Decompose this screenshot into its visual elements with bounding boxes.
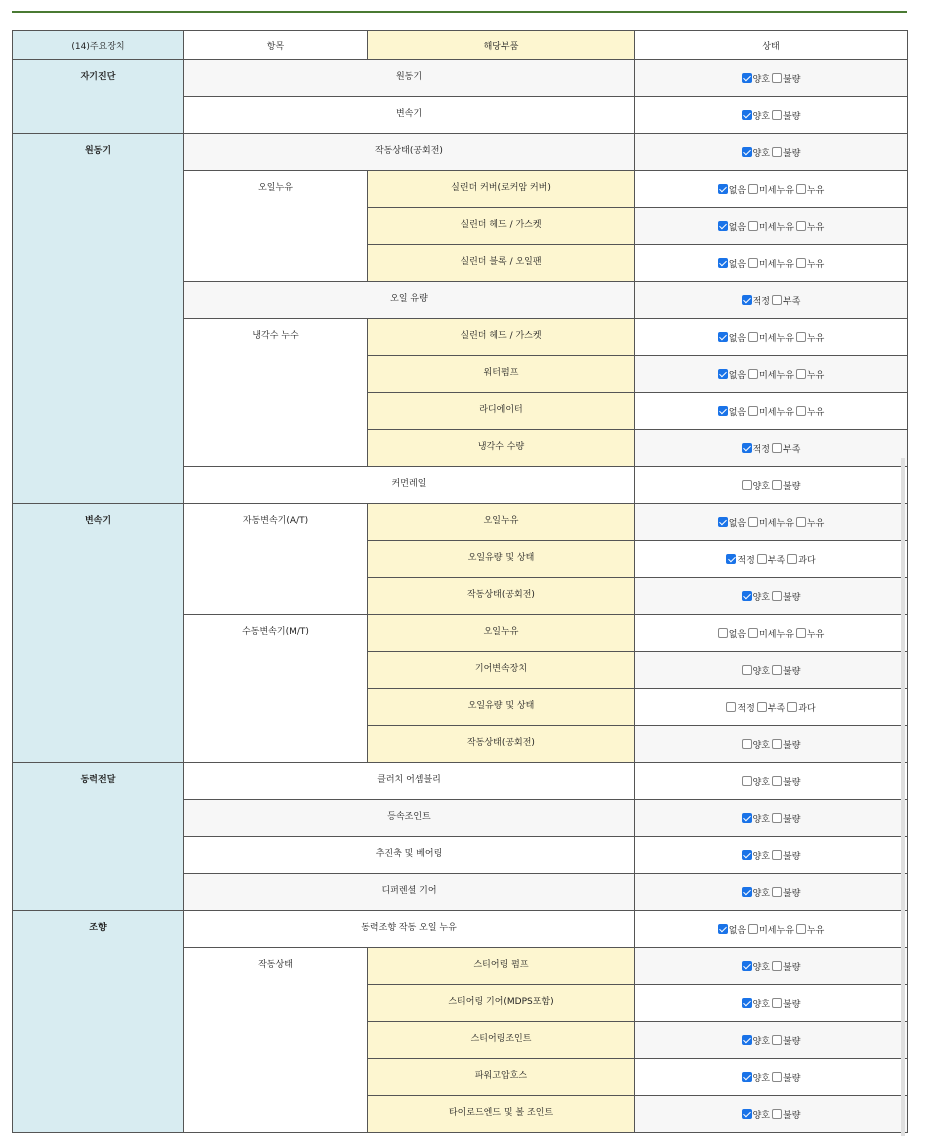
option-label: 불량 [783,777,801,788]
checkbox-checked[interactable] [718,258,728,268]
checkbox-unchecked[interactable] [796,924,806,934]
option-label: 양호 [752,74,770,85]
checkbox-unchecked[interactable] [748,517,758,527]
status-cell [635,652,908,689]
category-cell: 자기진단 [13,60,184,134]
option-label: 양호 [752,740,770,751]
part-cell: 파워고압호스 [368,1059,635,1096]
option-label: 없음 [728,185,747,196]
checkbox-unchecked[interactable] [748,924,758,934]
table-row [13,763,908,800]
checkbox-unchecked[interactable] [748,258,758,268]
table-body [13,60,908,1133]
option-label: 없음 [728,518,747,529]
part-cell: 실린더 헤드 / 가스켓 [368,208,635,245]
option-label: 불량 [783,851,801,862]
checkbox-checked[interactable] [718,924,728,934]
inspection-table [12,30,908,1133]
checkbox-checked[interactable] [742,887,752,897]
part-cell: 실린더 헤드 / 가스켓 [368,319,635,356]
option-label: 없음 [728,407,747,418]
checkbox-unchecked[interactable] [772,887,782,897]
checkbox-checked[interactable] [742,1072,752,1082]
checkbox-unchecked[interactable] [748,221,758,231]
table-row [13,911,908,948]
option-label: 없음 [728,629,747,640]
option-label: 불량 [783,888,801,899]
option-label: 양호 [752,999,770,1010]
status-cell [635,282,908,319]
part-cell: 오일누유 [368,615,635,652]
header-status: 상태 [635,31,908,60]
category-cell: 변속기 [13,504,184,763]
option-label: 불량 [783,148,801,159]
status-cell [635,763,908,800]
option-label: 양호 [752,1073,770,1084]
part-cell: 오일유량 및 상태 [368,541,635,578]
option-label: 적정 [752,296,770,307]
checkbox-unchecked[interactable] [742,739,752,749]
option-label: 미세누유 [759,222,794,233]
option-label: 부족 [767,703,786,714]
item-cell: 오일 유량 [184,282,635,319]
checkbox-checked[interactable] [742,1109,752,1119]
table-row [13,134,908,171]
option-label: 미세누유 [759,629,794,640]
scrollbar[interactable] [901,458,905,1136]
checkbox-checked[interactable] [718,221,728,231]
checkbox-unchecked[interactable] [726,702,736,712]
category-cell: 동력전달 [13,763,184,911]
checkbox-checked[interactable] [742,1035,752,1045]
option-label: 누유 [806,407,825,418]
item-cell: 등속조인트 [184,800,635,837]
part-cell: 타이로드엔드 및 볼 조인트 [368,1096,635,1133]
checkbox-checked[interactable] [718,184,728,194]
status-cell [635,60,908,97]
checkbox-unchecked[interactable] [772,813,782,823]
option-label: 부족 [783,296,801,307]
category-cell: 조향 [13,911,184,1133]
option-label: 양호 [752,888,770,899]
checkbox-checked[interactable] [718,517,728,527]
option-label: 양호 [752,592,770,603]
item-cell: 수동변속기(M/T) [184,615,368,763]
option-label: 없음 [728,222,747,233]
header-part: 해당부품 [368,31,635,60]
option-label: 불량 [783,481,801,492]
checkbox-unchecked[interactable] [772,665,782,675]
status-cell [635,467,908,504]
header-item: 항목 [184,31,368,60]
checkbox-unchecked[interactable] [742,480,752,490]
checkbox-checked[interactable] [742,591,752,601]
part-cell: 스티어링 기어(MDPS포함) [368,985,635,1022]
checkbox-unchecked[interactable] [772,1035,782,1045]
checkbox-unchecked[interactable] [748,369,758,379]
checkbox-unchecked[interactable] [718,628,728,638]
status-cell [635,245,908,282]
part-cell: 작동상태(공회전) [368,726,635,763]
checkbox-unchecked[interactable] [796,332,806,342]
option-label: 불량 [783,666,801,677]
part-cell: 기어변속장치 [368,652,635,689]
part-cell: 라디에이터 [368,393,635,430]
checkbox-checked[interactable] [726,554,736,564]
item-cell: 추진축 및 베어링 [184,837,635,874]
checkbox-unchecked[interactable] [772,73,782,83]
checkbox-unchecked[interactable] [748,184,758,194]
option-label: 양호 [752,851,770,862]
checkbox-unchecked[interactable] [796,628,806,638]
option-label: 누유 [806,222,825,233]
option-label: 불량 [783,74,801,85]
checkbox-unchecked[interactable] [796,258,806,268]
item-cell: 동력조향 작동 오일 누유 [184,911,635,948]
option-label: 누유 [806,185,825,196]
option-label: 없음 [728,370,747,381]
status-cell [635,1096,908,1133]
option-label: 불량 [783,962,801,973]
status-cell [635,726,908,763]
checkbox-unchecked[interactable] [748,332,758,342]
option-label: 양호 [752,777,770,788]
checkbox-unchecked[interactable] [772,998,782,1008]
status-cell [635,319,908,356]
option-label: 미세누유 [759,925,794,936]
part-cell: 오일누유 [368,504,635,541]
part-cell: 스티어링 펌프 [368,948,635,985]
option-label: 양호 [752,666,770,677]
option-label: 불량 [783,814,801,825]
item-cell: 커먼레일 [184,467,635,504]
checkbox-unchecked[interactable] [796,221,806,231]
option-label: 양호 [752,814,770,825]
item-cell: 냉각수 누수 [184,319,368,467]
option-label: 양호 [752,1110,770,1121]
checkbox-unchecked[interactable] [748,628,758,638]
checkbox-unchecked[interactable] [772,1072,782,1082]
status-cell [635,837,908,874]
checkbox-checked[interactable] [742,850,752,860]
checkbox-checked[interactable] [742,961,752,971]
checkbox-unchecked[interactable] [772,147,782,157]
status-cell [635,985,908,1022]
part-cell: 오일유량 및 상태 [368,689,635,726]
status-cell [635,97,908,134]
part-cell: 실린더 커버(로커암 커버) [368,171,635,208]
item-cell: 변속기 [184,97,635,134]
checkbox-unchecked[interactable] [772,1109,782,1119]
checkbox-unchecked[interactable] [772,850,782,860]
option-label: 과다 [798,703,816,714]
status-cell [635,393,908,430]
option-label: 불량 [783,111,801,122]
status-cell [635,134,908,171]
part-cell: 실린더 블록 / 오일팬 [368,245,635,282]
table-row [13,60,908,97]
status-cell [635,541,908,578]
checkbox-unchecked[interactable] [772,110,782,120]
top-divider [12,11,907,13]
status-cell [635,689,908,726]
option-label: 과다 [798,555,816,566]
option-label: 불량 [783,1110,801,1121]
option-label: 누유 [806,925,825,936]
option-label: 불량 [783,999,801,1010]
option-label: 누유 [806,518,825,529]
checkbox-unchecked[interactable] [772,591,782,601]
status-cell [635,911,908,948]
option-label: 적정 [737,555,755,566]
option-label: 부족 [767,555,786,566]
option-label: 미세누유 [759,333,794,344]
checkbox-unchecked[interactable] [787,554,797,564]
part-cell: 작동상태(공회전) [368,578,635,615]
option-label: 미세누유 [759,185,794,196]
part-cell: 냉각수 수량 [368,430,635,467]
checkbox-unchecked[interactable] [796,369,806,379]
status-cell [635,430,908,467]
status-cell [635,1022,908,1059]
checkbox-unchecked[interactable] [772,776,782,786]
item-cell: 원동기 [184,60,635,97]
checkbox-unchecked[interactable] [772,480,782,490]
checkbox-unchecked[interactable] [742,665,752,675]
status-cell [635,948,908,985]
header-category: (14)주요장치 [13,31,184,60]
option-label: 불량 [783,592,801,603]
option-label: 양호 [752,962,770,973]
status-cell [635,208,908,245]
table-header-row [13,31,908,60]
checkbox-unchecked[interactable] [757,702,767,712]
status-cell [635,1059,908,1096]
option-label: 부족 [783,444,801,455]
checkbox-checked[interactable] [742,295,752,305]
item-cell: 작동상태 [184,948,368,1133]
status-cell [635,874,908,911]
checkbox-checked[interactable] [742,73,752,83]
part-cell: 워터펌프 [368,356,635,393]
option-label: 미세누유 [759,259,794,270]
table-row [13,504,908,541]
option-label: 없음 [728,259,747,270]
item-cell: 클러치 어셈블리 [184,763,635,800]
checkbox-checked[interactable] [742,998,752,1008]
status-cell [635,504,908,541]
option-label: 미세누유 [759,518,794,529]
option-label: 불량 [783,1073,801,1084]
status-cell [635,356,908,393]
checkbox-checked[interactable] [742,110,752,120]
checkbox-checked[interactable] [742,813,752,823]
item-cell: 오일누유 [184,171,368,282]
option-label: 누유 [806,259,825,270]
checkbox-checked[interactable] [742,147,752,157]
checkbox-checked[interactable] [718,406,728,416]
part-cell: 스티어링조인트 [368,1022,635,1059]
option-label: 양호 [752,111,770,122]
option-label: 불량 [783,1036,801,1047]
option-label: 양호 [752,481,770,492]
option-label: 누유 [806,333,825,344]
option-label: 없음 [728,333,747,344]
option-label: 불량 [783,740,801,751]
status-cell [635,578,908,615]
option-label: 양호 [752,148,770,159]
checkbox-unchecked[interactable] [796,517,806,527]
option-label: 미세누유 [759,407,794,418]
option-label: 미세누유 [759,370,794,381]
checkbox-unchecked[interactable] [772,443,782,453]
checkbox-checked[interactable] [718,332,728,342]
checkbox-unchecked[interactable] [772,295,782,305]
item-cell: 작동상태(공회전) [184,134,635,171]
category-cell: 원동기 [13,134,184,504]
option-label: 적정 [752,444,770,455]
status-cell [635,615,908,652]
checkbox-unchecked[interactable] [796,406,806,416]
checkbox-unchecked[interactable] [772,961,782,971]
checkbox-unchecked[interactable] [757,554,767,564]
item-cell: 디퍼렌셜 기어 [184,874,635,911]
checkbox-unchecked[interactable] [742,776,752,786]
option-label: 누유 [806,629,825,640]
checkbox-unchecked[interactable] [748,406,758,416]
checkbox-checked[interactable] [742,443,752,453]
checkbox-checked[interactable] [718,369,728,379]
item-cell: 자동변속기(A/T) [184,504,368,615]
status-cell [635,171,908,208]
option-label: 없음 [728,925,747,936]
status-cell [635,800,908,837]
checkbox-unchecked[interactable] [772,739,782,749]
option-label: 누유 [806,370,825,381]
option-label: 양호 [752,1036,770,1047]
checkbox-unchecked[interactable] [796,184,806,194]
checkbox-unchecked[interactable] [787,702,797,712]
option-label: 적정 [737,703,755,714]
